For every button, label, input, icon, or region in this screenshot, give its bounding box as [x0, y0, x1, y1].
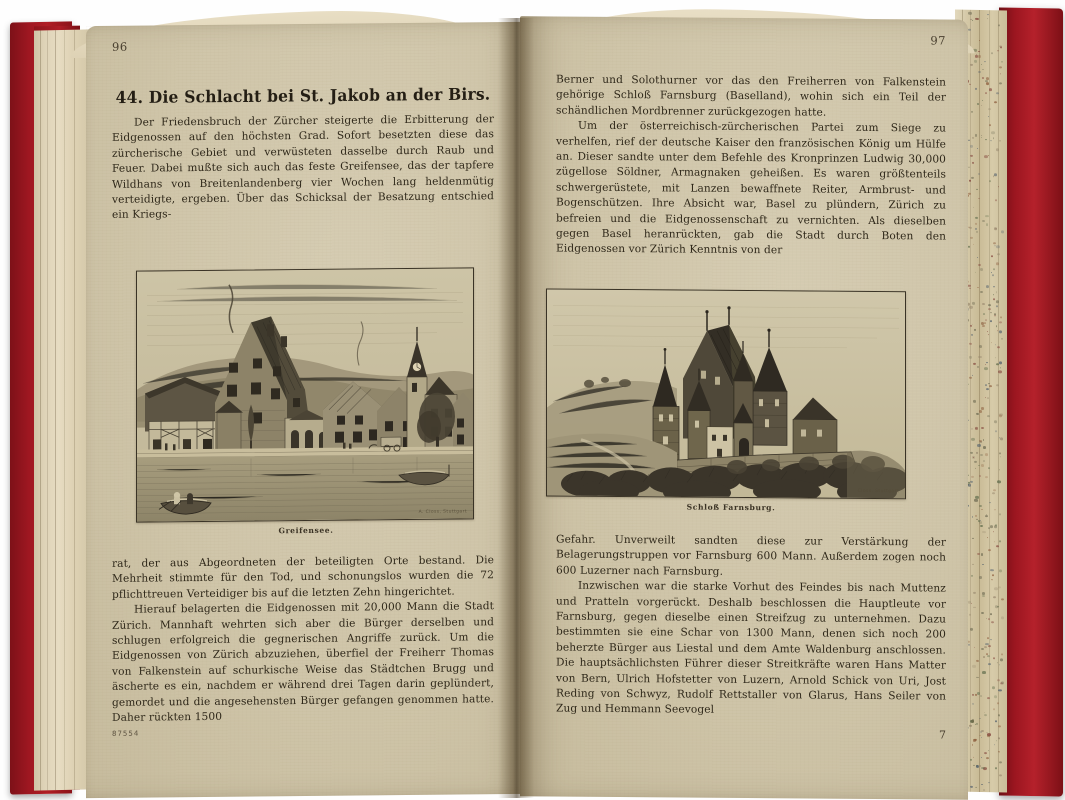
figure-farnsburg	[546, 288, 916, 513]
engraving-greifensee	[136, 267, 474, 522]
signature-mark-right: 7	[939, 728, 946, 742]
signature-mark-left: 87554	[112, 730, 140, 739]
chapter-title: 44. Die Schlacht bei St. Jakob an der Birs.	[115, 83, 491, 108]
figure-caption-farnsburg: Schloß Farnsburg.	[686, 502, 776, 513]
artist-mark-right: Closs, Stuttgart	[857, 488, 899, 495]
paragraph: Inzwischen war die starke Vorhut des Feindes bis nach Muttenz und Pratteln vorgerückt. Deshalb beschlossen die Hauptleute vor Farnsburg, gegen dieselbe einen Streifzug zu unternehmen. Dazu bestimmten sie eine Schar von 1300 Mann, denen sich noch 200 beherzte Bürger aus Liestal und dem Amte Waldenburg anschlossen. Die hauptsächlichsten Führer dieser Streitkräfte waren Hans Matter von Bern, Ulrich Hofstetter von Luzern, Arnold Schick von Uri, Jost Reding von Schwyz, Rudolf Rettstaller von Glarus, Hans Seiler von Zug und Hemmann Seevogel	[556, 579, 946, 717]
engraving-greifensee-art	[137, 268, 473, 521]
paragraph: Um der österreichisch-zürcherischen Partei zum Siege zu verhelfen, rief der deutsche Kaiser den französischen König um Hülfe an. Dieser sandte unter dem Befehle des Kronprinzen Ludwig 30,000 zügellose Söldner, Armagnaken geheißen. Es waren größtenteils schwergerüstete, mit Lanzen bewaffnete Reiter, Armbrust- und Bogenschützen. Ihre Absicht war, Basel zu plündern, Zürich zu befreien und die Eidgenossenschaft zu vernichten. Als dieselben gegen Basel heranrückten, gab die Stadt durch Boten den Eidgenossen vor Zürich Kenntnis von der	[556, 119, 946, 257]
page-right	[520, 16, 968, 800]
figure-caption-greifensee: Greifensee.	[278, 525, 334, 536]
book-cover-right-board	[999, 7, 1063, 796]
page-edges-left	[34, 29, 90, 790]
artist-mark-left: A. Closs, Stuttgart	[418, 509, 467, 515]
engraving-farnsburg	[546, 288, 906, 499]
page-left	[86, 22, 526, 798]
paragraph: Gefahr. Unverweilt sandten diese zur Verstärkung der Belagerungstruppen vor Farnsburg 600 Mann. Außerdem zogen noch 600 Luzerner nach Farnsburg.	[556, 533, 946, 578]
folio-right: 97	[930, 33, 946, 48]
paragraph: Hierauf belagerten die Eidgenossen mit 20,000 Mann die Stadt Zürich. Mannhaft wehrten sich aber die Bürger derselben und schlugen erfolgreich die gegnerischen Angriffe zurück. Um die Eidgenossen von Zürich abzuziehen, überfiel der Freiherr Thomas von Falkenstein auf schurkische Weise das Städtchen Brugg und äscherte es ein, nachdem er während drei Tagen darin geplündert, gemordet und die angesehensten Bürger gefangen genommen hatte. Daher rückten 1500	[112, 600, 494, 724]
folio-left: 96	[112, 39, 128, 54]
paragraph: rat, der aus Abgeordneten der beteiligten Orte bestand. Die Mehrheit stimmte für den Tod, und schonungslos wurden die 72 pflichttreuen Verteidiger bis auf die letzten Zehn hingerichtet.	[112, 554, 494, 601]
engraving-farnsburg-art	[547, 289, 905, 498]
paragraph: Berner und Solothurner vor das den Freiherren von Falkenstein gehörige Schloß Farnsburg (Baselland), wohin sich ein Teil der schändlichen Mordbrenner zurückgezogen hatte.	[556, 73, 946, 119]
figure-greifensee	[136, 267, 476, 536]
paragraph: Der Friedensbruch der Zürcher steigerte die Erbitterung der Eidgenossen auf den höchsten Grad. Sofort besetzten diese das zürcherische Gebiet und verwüsteten dasselbe durch Raub und Feuer. Dabei mußte sich auch das feste Greifensee, das der tapfere Wildhans von Breitenlandenberg vier Wochen lang heldenmütig verteidigte, ergeben. Über das Schicksal der Besatzung entschied ein Kriegs-	[112, 113, 494, 222]
